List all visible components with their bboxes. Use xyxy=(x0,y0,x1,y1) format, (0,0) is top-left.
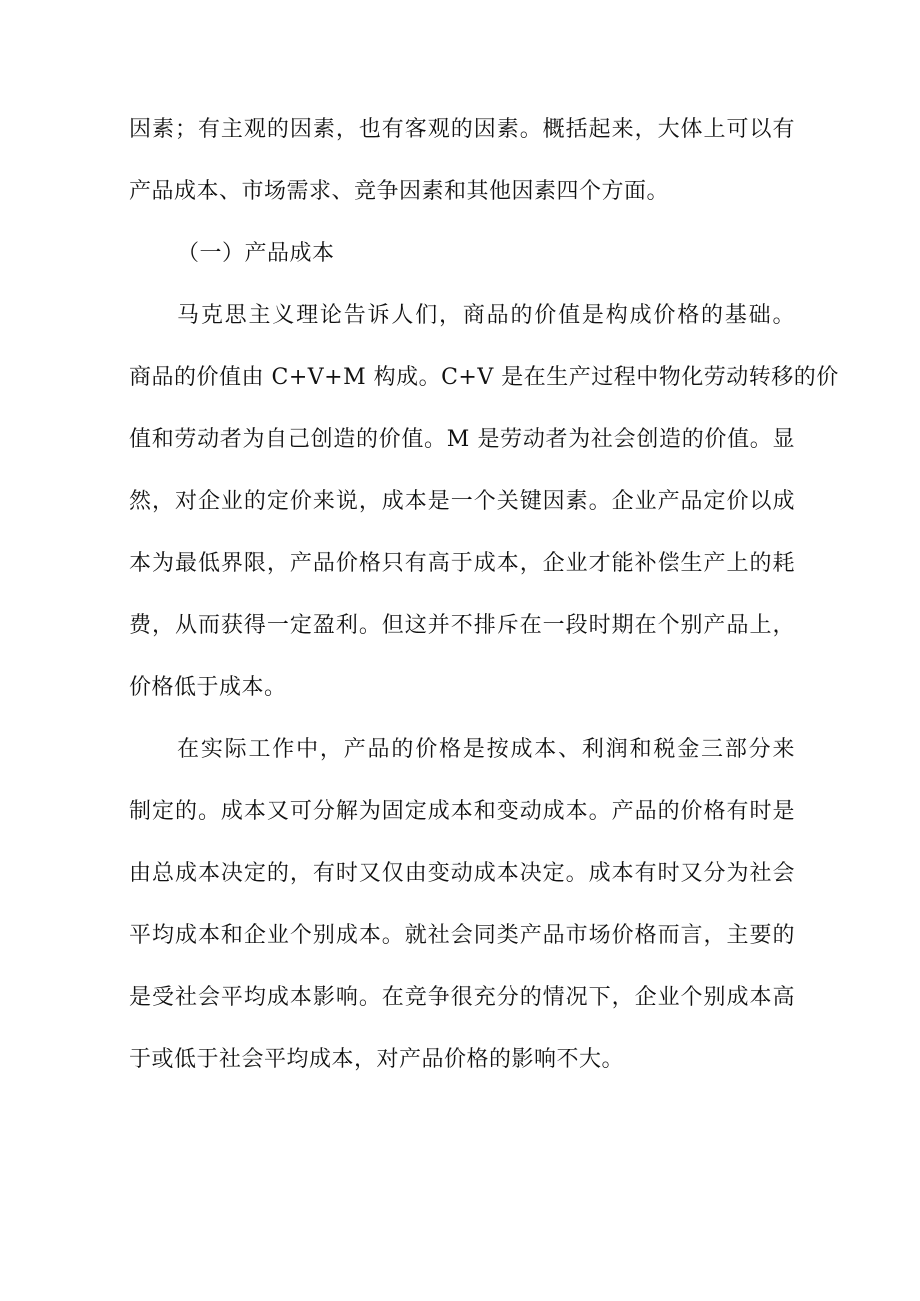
body-text xyxy=(129,114,839,1076)
text-line: 费，从而获得一定盈利。但这并不排斥在一段时期在个别产品上， xyxy=(129,613,795,638)
paragraph-2 xyxy=(129,734,795,1076)
text-line: 马克思主义理论告诉人们，商品的价值是构成价格的基础。 xyxy=(177,303,795,328)
text-line: 于或低于社会平均成本，对产品价格的影响不大。 xyxy=(129,1047,625,1072)
text-line: 由总成本决定的，有时又仅由变动成本决定。成本有时又分为社会 xyxy=(129,861,795,886)
text-line: 因素；有主观的因素，也有客观的因素。概括起来，大体上可以有 xyxy=(129,117,795,142)
text-line: 然，对企业的定价来说，成本是一个关键因素。企业产品定价以成 xyxy=(129,489,795,514)
text-line: 商品的价值由 C+V+M 构成。C+V 是在生产过程中物化劳动转移的价 xyxy=(129,365,839,390)
text-line: 本为最低界限，产品价格只有高于成本，企业才能补偿生产上的耗 xyxy=(129,551,795,576)
text-line: 平均成本和企业个别成本。就社会同类产品市场价格而言，主要的 xyxy=(129,923,795,948)
text-line: 产品成本、市场需求、竞争因素和其他因素四个方面。 xyxy=(129,179,670,204)
text-line: 值和劳动者为自己创造的价值。M 是劳动者为社会创造的价值。显 xyxy=(129,427,795,452)
heading-text: （一）产品成本 xyxy=(177,241,335,266)
text-line: 在实际工作中，产品的价格是按成本、利润和税金三部分来 xyxy=(177,737,795,762)
text-line: 价格低于成本。 xyxy=(129,675,287,700)
paragraph-1 xyxy=(129,300,839,704)
text-line: 制定的。成本又可分解为固定成本和变动成本。产品的价格有时是 xyxy=(129,799,795,824)
text-line: 是受社会平均成本影响。在竞争很充分的情况下，企业个别成本高 xyxy=(129,985,795,1010)
paragraph-intro xyxy=(129,114,795,208)
section-heading xyxy=(129,238,795,270)
